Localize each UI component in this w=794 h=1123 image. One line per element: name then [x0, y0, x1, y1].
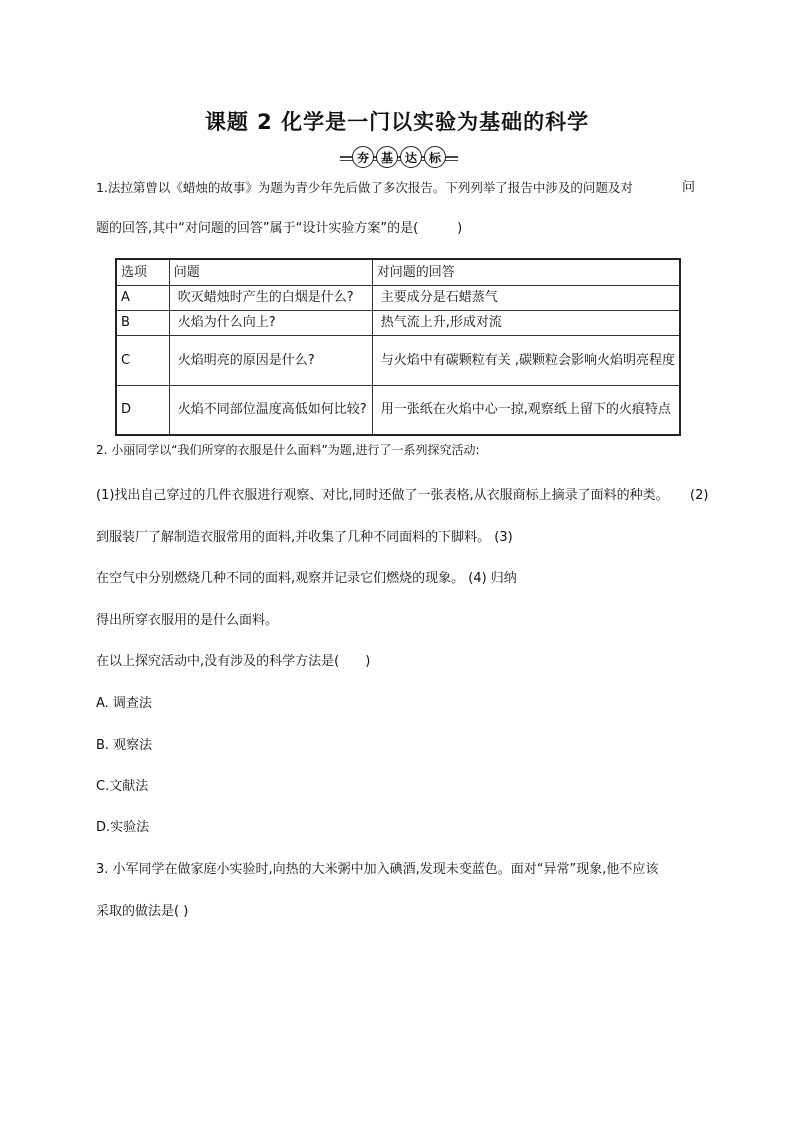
q1-line1-tail: 问 [682, 180, 696, 195]
q1-line1: 1.法拉第曾以《蜡烛的故事》为题为青少年先后做了多次报告。下列列举了报告中涉及的问题及对 [96, 180, 633, 195]
q2-step1: (1)找出自己穿过的几件衣服进行观察、对比,同时还做了一张表格,从衣服商标上摘录了面料的种类。 [96, 488, 669, 503]
table-row [116, 385, 680, 435]
q2-step3: 在空气中分别燃烧几种不同的面料,观察并记录它们燃烧的现象。 (4) 归纳 [96, 571, 517, 586]
row-answer: 热气流上升,形成对流 [372, 310, 680, 335]
q3-line1: 3. 小军同学在做家庭小实验时,向热的大米粥中加入碘酒,发现未变蓝色。面对“异常”现象,他不应该 [96, 862, 659, 877]
q1-line2: 题的回答,其中“对问题的回答”属于“设计实验方案”的是( ) [96, 221, 463, 236]
row-answer: 用一张纸在火焰中心一掠,观察纸上留下的火痕特点 [372, 385, 680, 435]
q2-option-d: D.实验法 [96, 820, 150, 835]
q2-option-a: A. 调查法 [96, 696, 152, 711]
q2-option-b: B. 观察法 [96, 738, 153, 753]
q2-intro: 2. 小丽同学以“我们所穿的衣服是什么面料”为题,进行了一系列探究活动: [96, 443, 480, 457]
badge-char: 达 [400, 146, 422, 168]
badge-char: 基 [376, 146, 398, 168]
table-row [116, 335, 680, 385]
row-option: A [116, 285, 169, 310]
row-question: 吹灭蜡烛时产生的白烟是什么? [169, 285, 372, 310]
q2-step1-tail: (2) [690, 488, 709, 503]
row-option: C [116, 335, 169, 385]
header-answer: 对问题的回答 [372, 259, 680, 285]
header-option: 选项 [116, 259, 169, 285]
q2-question: 在以上探究活动中,没有涉及的科学方法是( ) [96, 654, 371, 669]
row-question: 火焰为什么向上? [169, 310, 372, 335]
row-option: B [116, 310, 169, 335]
row-question: 火焰明亮的原因是什么? [169, 335, 372, 385]
table-row [116, 310, 680, 335]
badge-char: 标 [424, 146, 446, 168]
row-answer: 主要成分是石蜡蒸气 [372, 285, 680, 310]
badge-char: 夯 [352, 146, 374, 168]
q3-line2: 采取的做法是( ) [96, 904, 189, 919]
row-answer: 与火焰中有碳颗粒有关 ,碳颗粒会影响火焰明亮程度 [372, 335, 680, 385]
section-badge [340, 146, 458, 168]
row-option: D [116, 385, 169, 435]
header-question: 问题 [169, 259, 372, 285]
table-header-row [116, 259, 680, 285]
q2-step2: 到服装厂了解制造衣服常用的面料,并收集了几种不同面料的下脚料。 (3) [96, 530, 513, 545]
q2-option-c: C.文献法 [96, 779, 149, 794]
page-title: 课题 2 化学是一门以实验为基础的科学 [204, 110, 590, 134]
q2-step4: 得出所穿衣服用的是什么面料。 [96, 613, 279, 628]
q1-table [115, 258, 681, 436]
table-row [116, 285, 680, 310]
row-question: 火焰不同部位温度高低如何比较? [169, 385, 372, 435]
